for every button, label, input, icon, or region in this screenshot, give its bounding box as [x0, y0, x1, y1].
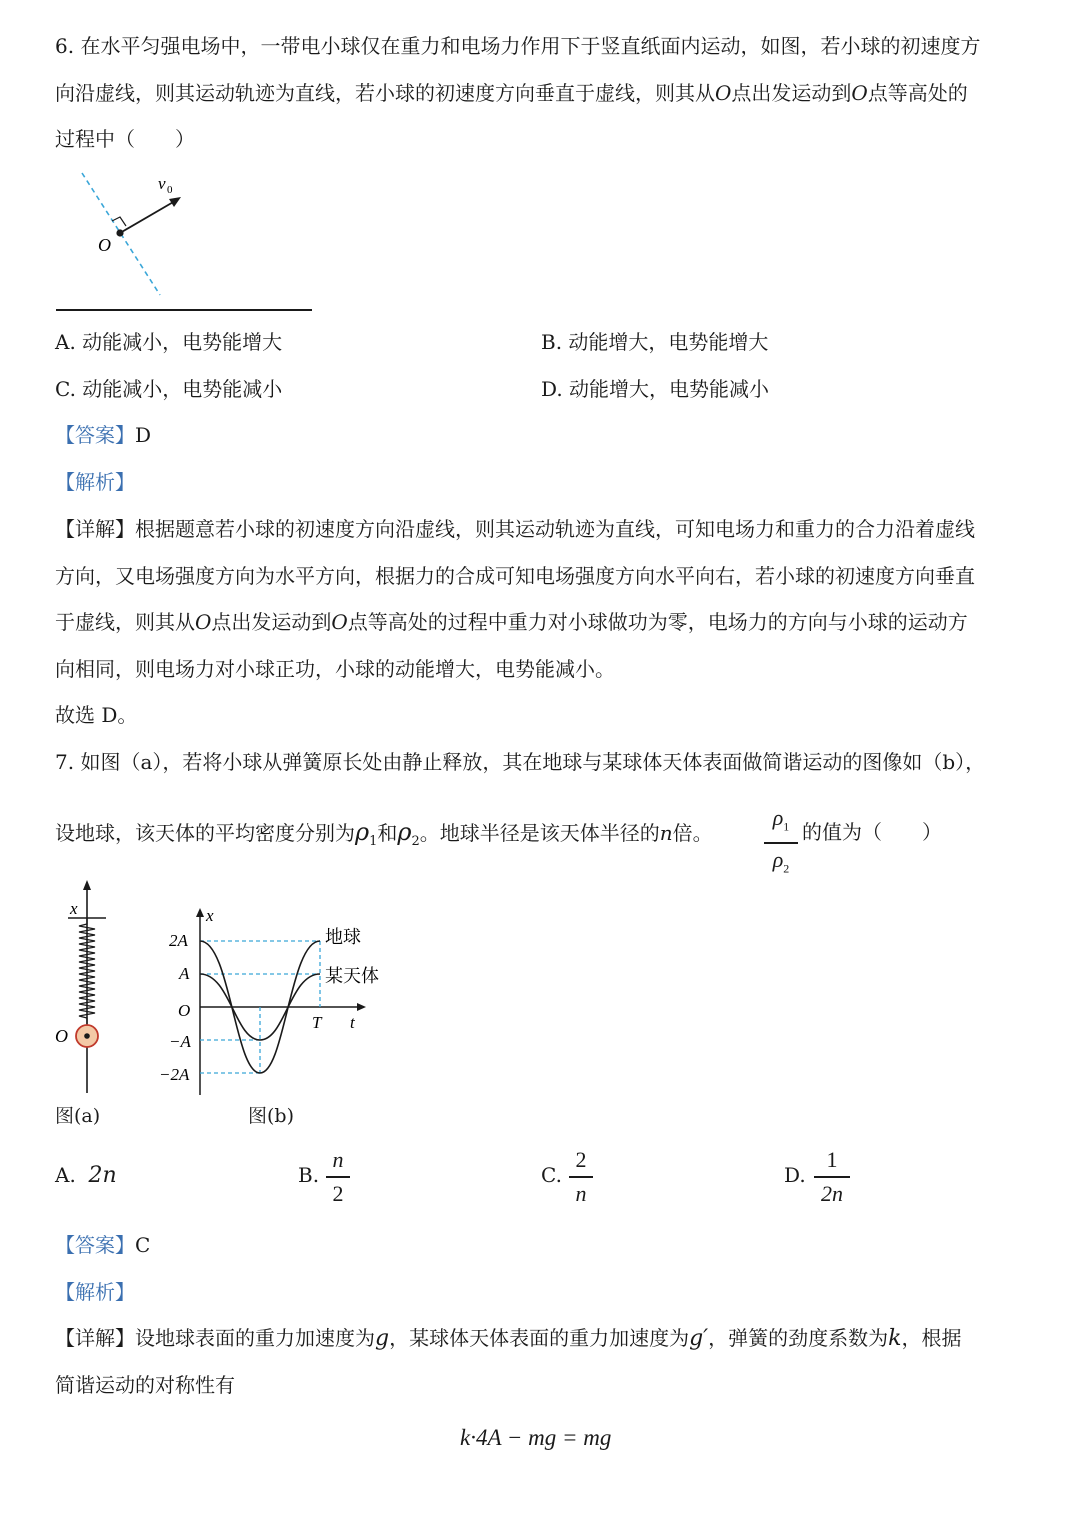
q7-figure-a	[50, 878, 120, 1098]
q7-analysis-tag: 【解析】	[55, 1280, 135, 1304]
svg-text:地球: 地球	[325, 927, 361, 947]
svg-text:T: T	[312, 1013, 322, 1032]
q6-right-angle-mark	[112, 217, 126, 226]
q6-stem-line2: 向沿虚线，则其运动轨迹为直线，若小球的初速度方向垂直于虚线，则其从O点出发运动到O点等高处的	[55, 81, 968, 105]
q7-option-b-fraction: n 2	[326, 1146, 350, 1208]
q7-stem-line2: 设地球，该天体的平均密度分别为$\rho_1$和$\rho_2$。地球半径是该天体半径的n倍。	[55, 818, 713, 849]
svg-text:−2A: −2A	[159, 1065, 190, 1084]
svg-text:2A: 2A	[169, 931, 188, 950]
q6-detail-line4: 向相同，则电场力对小球正功，小球的动能增大，电势能减小。	[55, 657, 615, 681]
q6-velocity-arrow	[120, 201, 175, 233]
q7-option-c-label: C.	[541, 1163, 562, 1187]
q7-figure-b-caption: 图(b)	[248, 1105, 294, 1127]
q6-option-b: B. 动能增大，电势能增大	[541, 330, 769, 354]
q7-figure-b	[155, 900, 400, 1100]
q7-detail-line2: 简谐运动的对称性有	[55, 1373, 235, 1397]
svg-text:0: 0	[167, 184, 173, 196]
q6-option-d: D. 动能增大，电势能减小	[541, 377, 770, 401]
q6-stem-line3: 过程中（ ）	[55, 127, 195, 151]
svg-text:某天体: 某天体	[325, 966, 379, 986]
svg-text:O: O	[55, 1026, 68, 1046]
q7-option-d-fraction: 1 2n	[814, 1146, 850, 1208]
svg-text:−A: −A	[169, 1032, 191, 1051]
q6-stem-line1: 6. 在水平匀强电场中，一带电小球仅在重力和电场力作用下于竖直纸面内运动，如图，若小球的初速度方	[55, 34, 981, 58]
q6-figure	[50, 165, 320, 315]
q7-equation: k·4A − mg = mg	[460, 1425, 612, 1450]
q7-answer: 【答案】C	[55, 1233, 151, 1257]
q6-option-a: A. 动能减小，电势能增大	[55, 330, 283, 354]
q7-option-c-fraction: 2 n	[569, 1146, 593, 1208]
q7-option-a: A. 2n	[55, 1163, 117, 1188]
svg-text:x: x	[206, 906, 214, 925]
q6-answer: 【答案】D	[55, 423, 152, 447]
q6-analysis-tag: 【解析】	[55, 470, 135, 494]
q6-detail-line3: 于虚线，则其从O点出发运动到O点等高处的过程中重力对小球做功为零，电场力的方向与小球的运动方	[55, 610, 968, 634]
q7-figure-a-caption: 图(a)	[55, 1105, 101, 1127]
q7-detail-line1: 【详解】设地球表面的重力加速度为g，某球体天体表面的重力加速度为g′，弹簧的劲度系数为k，根据	[55, 1326, 962, 1351]
svg-text:t: t	[350, 1013, 355, 1032]
q7-ratio-fraction: $\rho_1$ $\rho_2$	[764, 804, 798, 882]
q6-label-v0: v	[158, 174, 166, 193]
svg-text:A: A	[179, 964, 190, 983]
q6-detail-line1: 【详解】根据题意若小球的初速度方向沿虚线，则其运动轨迹为直线，可知电场力和重力的合力沿着虚线	[55, 517, 975, 541]
q7-option-b-label: B.	[298, 1163, 320, 1187]
svg-text:O: O	[178, 1001, 191, 1020]
q7-option-d-label: D.	[784, 1163, 806, 1187]
q6-conclusion: 故选 D。	[55, 703, 138, 727]
q6-ball	[116, 229, 123, 236]
q6-option-c: C. 动能减小，电势能减小	[55, 377, 283, 401]
q7-stem-line2-end: 的值为（ ）	[802, 820, 942, 844]
q7-stem-line1: 7. 如图（a），若将小球从弹簧原长处由静止释放，其在地球与某球体天体表面做简谐运动的图像如（b），	[55, 750, 986, 774]
q6-detail-line2: 方向，又电场强度方向为水平方向，根据力的合成可知电场强度方向水平向右，若小球的初速度方向垂直	[55, 564, 975, 588]
q6-label-O: O	[98, 235, 111, 255]
svg-text:x: x	[70, 899, 78, 918]
